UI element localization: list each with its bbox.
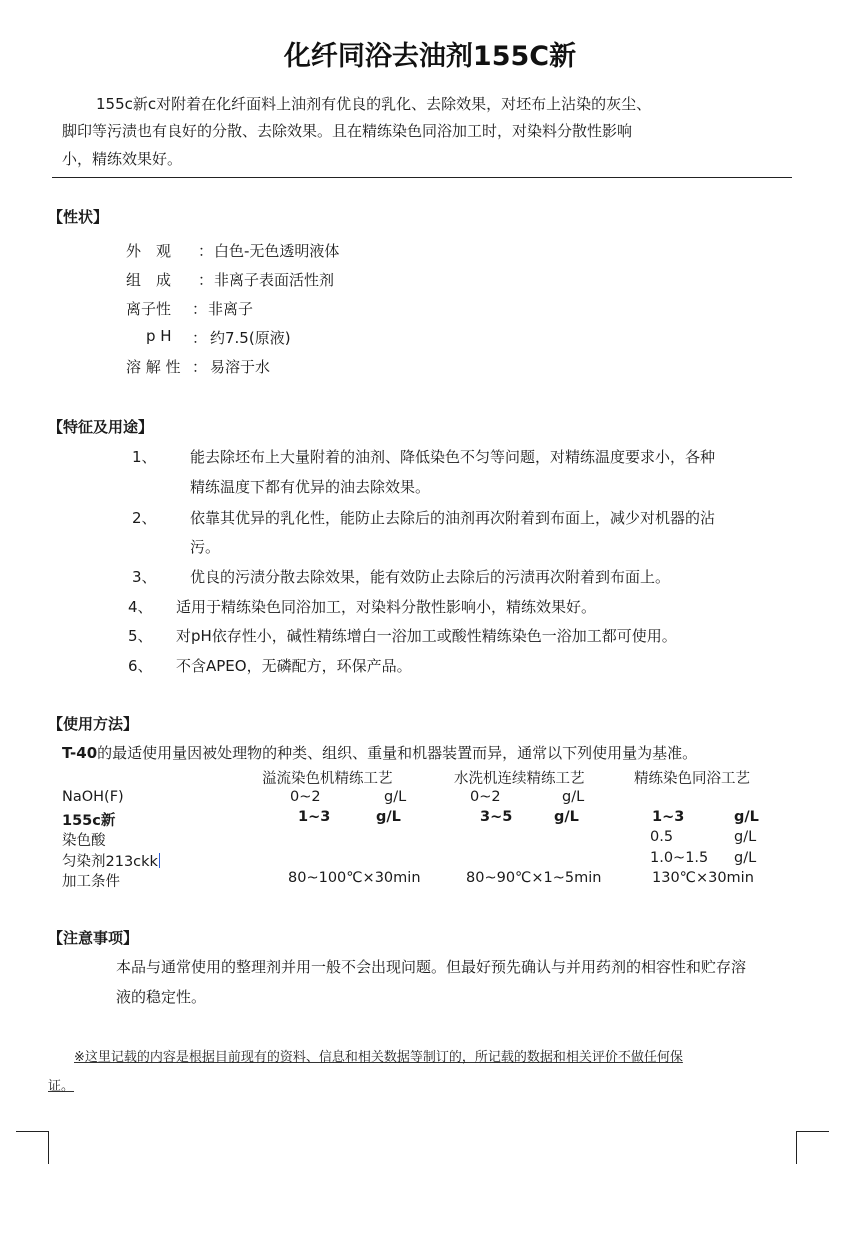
row-label-155c: 155c新: [62, 813, 116, 829]
cell-unit: g/L: [562, 789, 585, 805]
cell-value: 1~3: [652, 809, 685, 825]
cell-value: 0~2: [470, 789, 501, 805]
feature-text: 优良的污渍分散去除效果，能有效防止去除后的污渍再次附着到布面上。: [190, 568, 671, 586]
intro-line-2: 脚印等污渍也有良好的分散、去除效果。且在精练染色同浴加工时，对染料分散性影响: [62, 122, 633, 140]
cell-value: 130℃×30min: [652, 870, 754, 886]
section-divider: [52, 177, 792, 178]
feature-text: 依靠其优异的乳化性，能防止去除后的油剂再次附着到布面上，减少对机器的沾: [190, 509, 716, 527]
cell-value: 3~5: [480, 809, 513, 825]
prop-sep: ：: [192, 329, 208, 347]
prop-sep: ：: [192, 358, 208, 376]
prop-solubility-label: 溶 解 性: [126, 358, 181, 376]
feature-num: 2、: [132, 509, 157, 527]
prop-solubility-value: 易溶于水: [210, 358, 271, 376]
prop-sep: ：: [198, 242, 214, 260]
cell-unit: g/L: [384, 789, 407, 805]
prop-ionicity-label: 离子性: [126, 300, 172, 318]
row-label-conditions: 加工条件: [62, 874, 120, 890]
notes-heading: 【注意事项】: [48, 929, 139, 947]
page-title: 化纤同浴去油剂155C新: [283, 41, 577, 72]
cell-unit: g/L: [734, 850, 757, 866]
row-label-leveler: [62, 850, 160, 871]
feature-num: 3、: [132, 568, 157, 586]
feature-num: 1、: [132, 448, 157, 466]
feature-text: 对pH依存性小，碱性精练增白一浴加工或酸性精练染色一浴加工都可使用。: [176, 627, 677, 645]
disclaimer-line-1: ※这里记载的内容是根据目前现有的资料、信息和相关数据等制订的，所记载的数据和相关评价不做任何保: [74, 1050, 683, 1065]
cell-value: 80~100℃×30min: [288, 870, 421, 886]
prop-ph-label: p H: [146, 327, 172, 345]
disclaimer-line-2: 证。: [48, 1079, 75, 1094]
column-header-onebath: 精练染色同浴工艺: [634, 771, 750, 787]
usage-intro: [62, 742, 697, 763]
cell-unit: g/L: [734, 829, 757, 845]
feature-text: 不含APEO，无磷配方，环保产品。: [176, 657, 412, 675]
usage-heading: 【使用方法】: [48, 715, 139, 733]
intro-line-3: 小，精练效果好。: [62, 150, 183, 168]
prop-ionicity-value: 非离子: [208, 300, 254, 318]
crop-mark-right: [796, 1131, 829, 1164]
cell-value: 80~90℃×1~5min: [466, 870, 602, 886]
text-cursor: [159, 853, 160, 868]
row-label-leveler-text: 匀染剂213ckk: [62, 854, 158, 870]
prop-sep: ：: [192, 300, 208, 318]
feature-text: 适用于精练染色同浴加工，对染料分散性影响小，精练效果好。: [176, 598, 597, 616]
properties-heading: 【性状】: [48, 208, 109, 226]
notes-line-1: 本品与通常使用的整理剂并用一般不会出现问题。但最好预先确认与并用药剂的相容性和贮存溶: [116, 958, 747, 976]
feature-num: 4、: [128, 598, 153, 616]
product-code: T-40: [62, 744, 98, 762]
feature-num: 5、: [128, 627, 153, 645]
feature-text: 污。: [190, 538, 221, 556]
prop-appearance-value: 白色-无色透明液体: [214, 242, 340, 260]
prop-composition-value: 非离子表面活性剂: [214, 271, 335, 289]
feature-num: 6、: [128, 657, 153, 675]
cell-value: 0.5: [650, 829, 674, 845]
cell-value: 1.0~1.5: [650, 850, 709, 866]
prop-composition-label: 组 成: [126, 271, 172, 289]
usage-intro-text: 的最适使用量因被处理物的种类、组织、重量和机器装置而异，通常以下列使用量为基准。: [97, 744, 698, 762]
prop-appearance-label: 外 观: [126, 242, 172, 260]
cell-value: 1~3: [298, 809, 331, 825]
cell-unit: g/L: [376, 809, 401, 825]
notes-line-2: 液的稳定性。: [116, 988, 207, 1006]
crop-mark-left: [16, 1131, 49, 1164]
intro-line-1: 155c新c对附着在化纤面料上油剂有优良的乳化、去除效果，对坯布上沾染的灰尘、: [96, 95, 652, 113]
feature-text: 精练温度下都有优异的油去除效果。: [190, 478, 431, 496]
row-label-acid: 染色酸: [62, 833, 106, 849]
features-heading: 【特征及用途】: [48, 418, 154, 436]
cell-unit: g/L: [734, 809, 759, 825]
cell-unit: g/L: [554, 809, 579, 825]
feature-text: 能去除坯布上大量附着的油剂、降低染色不匀等问题，对精练温度要求小，各种: [190, 448, 716, 466]
cell-value: 0~2: [290, 789, 321, 805]
prop-ph-value: 约7.5(原液): [210, 329, 291, 347]
prop-sep: ：: [198, 271, 214, 289]
column-header-overflow: 溢流染色机精练工艺: [262, 771, 393, 787]
row-label-naoh: NaOH(F): [62, 789, 124, 805]
column-header-continuous: 水洗机连续精练工艺: [454, 771, 585, 787]
